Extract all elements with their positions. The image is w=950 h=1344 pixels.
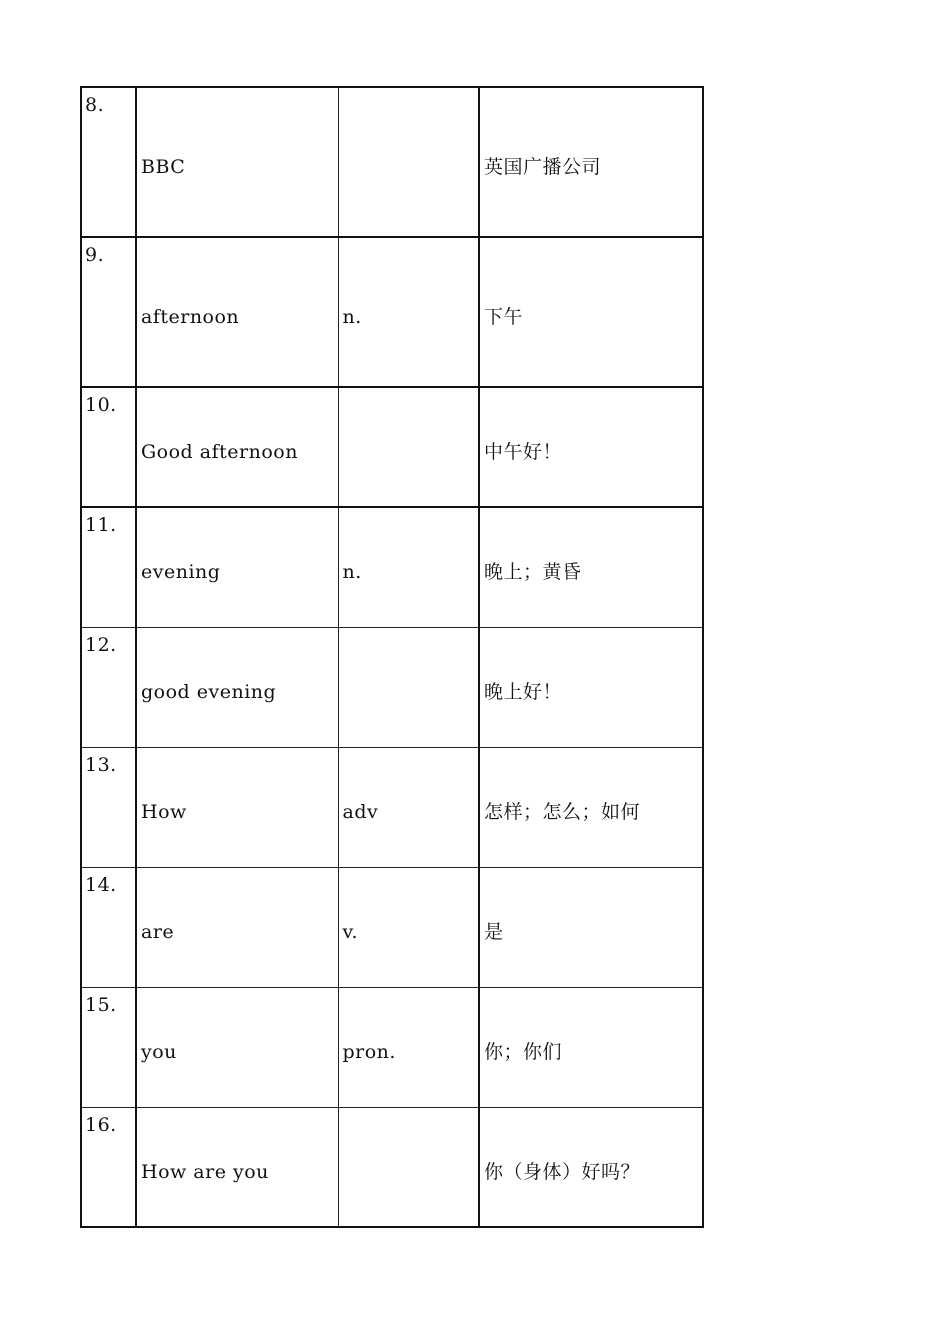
word-cell (136, 87, 338, 237)
word-text: afternoon (141, 305, 240, 328)
part-of-speech-cell (338, 627, 479, 747)
word-text: How are you (141, 1160, 269, 1183)
part-of-speech-cell (338, 867, 479, 987)
table-row (81, 387, 703, 507)
table-row (81, 987, 703, 1107)
row-number: 11. (85, 514, 117, 536)
word-text: you (141, 1040, 177, 1063)
part-of-speech-cell (338, 237, 479, 387)
word-text: good evening (141, 680, 277, 703)
row-number-cell (81, 987, 136, 1107)
word-text: evening (141, 561, 221, 584)
row-number: 12. (85, 633, 117, 656)
part-of-speech-text: n. (342, 561, 362, 584)
word-cell (136, 237, 338, 387)
row-number-cell (81, 867, 136, 987)
meaning-cell (479, 867, 703, 987)
meaning-cell (479, 237, 703, 387)
row-number-cell (81, 387, 136, 507)
meaning-cell (479, 627, 703, 747)
row-number-cell (81, 237, 136, 387)
meaning-text: 晚上；黄昏 (484, 561, 582, 584)
table-row (81, 1107, 703, 1227)
row-number-cell (81, 627, 136, 747)
word-cell (136, 1107, 338, 1227)
meaning-text: 中午好！ (484, 440, 563, 463)
table-row (81, 747, 703, 867)
meaning-text: 你；你们 (484, 1040, 563, 1063)
meaning-text: 下午 (484, 305, 524, 328)
table-row (81, 627, 703, 747)
row-number: 13. (85, 753, 117, 776)
vocabulary-table (80, 86, 704, 1228)
row-number-cell (81, 87, 136, 237)
word-text: How (141, 800, 187, 823)
meaning-cell (479, 387, 703, 507)
meaning-cell (479, 1107, 703, 1227)
part-of-speech-cell (338, 507, 479, 627)
part-of-speech-cell (338, 747, 479, 867)
part-of-speech-cell (338, 1107, 479, 1227)
meaning-cell (479, 87, 703, 237)
part-of-speech-text: v. (342, 920, 359, 943)
part-of-speech-cell (338, 87, 479, 237)
word-cell (136, 867, 338, 987)
word-text: are (141, 920, 175, 943)
word-cell (136, 387, 338, 507)
word-text: BBC (141, 155, 186, 178)
word-cell (136, 747, 338, 867)
row-number-cell (81, 747, 136, 867)
row-number-cell (81, 507, 136, 627)
row-number: 15. (85, 993, 117, 1016)
part-of-speech-text: adv (342, 800, 379, 823)
meaning-text: 晚上好！ (484, 680, 563, 703)
part-of-speech-text: n. (342, 305, 362, 328)
part-of-speech-cell (338, 387, 479, 507)
table-row (81, 867, 703, 987)
word-cell (136, 987, 338, 1107)
table-row (81, 507, 703, 627)
meaning-text: 你（身体）好吗？ (484, 1160, 641, 1183)
meaning-cell (479, 507, 703, 627)
meaning-text: 怎样；怎么；如何 (484, 800, 641, 823)
meaning-cell (479, 747, 703, 867)
part-of-speech-cell (338, 987, 479, 1107)
word-cell (136, 627, 338, 747)
table-row (81, 237, 703, 387)
word-text: Good afternoon (141, 440, 298, 463)
part-of-speech-text: pron. (342, 1040, 396, 1063)
word-cell (136, 507, 338, 627)
row-number: 10. (85, 394, 117, 416)
row-number: 8. (85, 94, 105, 116)
row-number: 9. (85, 244, 105, 266)
meaning-text: 英国广播公司 (484, 155, 602, 178)
row-number-cell (81, 1107, 136, 1227)
row-number: 16. (85, 1113, 117, 1136)
table-row (81, 87, 703, 237)
meaning-text: 是 (484, 920, 504, 943)
meaning-cell (479, 987, 703, 1107)
row-number: 14. (85, 873, 117, 896)
